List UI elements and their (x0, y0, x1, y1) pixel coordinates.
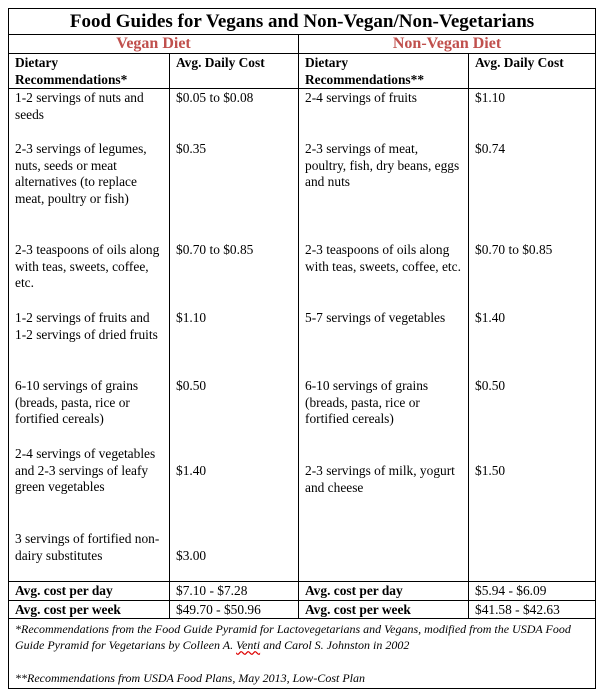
vegan-rec-header: Dietary Recommendations* (9, 54, 170, 89)
nonvegan-rec-cell: 2-4 servings of fruits (299, 89, 469, 141)
nonvegan-per-day-value: $5.94 - $6.09 (469, 582, 596, 601)
nonvegan-cost-cell: $1.10 (469, 89, 596, 141)
footnote-1 (15, 621, 589, 653)
vegan-cost-cell: $0.70 to $0.85 (170, 241, 299, 309)
table-row (9, 445, 596, 530)
footnote-row (9, 619, 596, 689)
per-week-row (9, 600, 596, 619)
nonvegan-cost-cell: $0.50 (469, 377, 596, 445)
table-row (9, 89, 596, 141)
nonvegan-per-week-label: Avg. cost per week (299, 600, 469, 619)
vegan-cost-cell: $1.40 (170, 445, 299, 530)
column-header-row (9, 54, 596, 89)
food-guide-table-container (8, 8, 595, 689)
food-guide-table (8, 8, 596, 689)
vegan-cost-cell: $3.00 (170, 530, 299, 582)
nonvegan-cost-cell: $0.70 to $0.85 (469, 241, 596, 309)
nonvegan-rec-cell: 6-10 servings of grains (breads, pasta, rice or fortified cereals) (299, 377, 469, 445)
footnote-2: **Recommendations from USDA Food Plans, May 2013, Low-Cost Plan (15, 671, 365, 686)
nonvegan-cost-cell (469, 530, 596, 582)
nonvegan-rec-header: Dietary Recommendations** (299, 54, 469, 89)
nonvegan-cost-cell: $0.74 (469, 140, 596, 241)
vegan-rec-cell: 6-10 servings of grains (breads, pasta, rice or fortified cereals) (9, 377, 170, 445)
nonvegan-heading: Non-Vegan Diet (299, 35, 596, 54)
nonvegan-rec-cell: 5-7 servings of vegetables (299, 309, 469, 377)
vegan-rec-cell: 2-3 teaspoons of oils along with teas, sweets, coffee, etc. (9, 241, 170, 309)
vegan-rec-cell: 3 servings of fortified non-dairy substitutes (9, 530, 170, 582)
vegan-per-week-value: $49.70 - $50.96 (170, 600, 299, 619)
nonvegan-rec-cell: 2-3 teaspoons of oils along with teas, sweets, coffee, etc. (299, 241, 469, 309)
footnote-1-text-end: and Carol S. Johnston in 2002 (260, 638, 410, 653)
title-row (9, 9, 596, 35)
footnote-spacer (15, 653, 589, 670)
vegan-rec-cell: 2-3 servings of legumes, nuts, seeds or meat alternatives (to replace meat, poultry or fish) (9, 140, 170, 241)
vegan-rec-cell: 2-4 servings of vegetables and 2-3 servings of leafy green vegetables (9, 445, 170, 530)
nonvegan-cost-cell: $1.40 (469, 309, 596, 377)
nonvegan-rec-cell (299, 530, 469, 582)
table-row (9, 377, 596, 445)
vegan-per-day-label: Avg. cost per day (9, 582, 170, 601)
table-row (9, 309, 596, 377)
nonvegan-cost-header: Avg. Daily Cost (469, 54, 596, 89)
vegan-rec-cell: 1-2 servings of nuts and seeds (9, 89, 170, 141)
nonvegan-rec-cell: 2-3 servings of milk, yogurt and cheese (299, 445, 469, 530)
per-day-row (9, 582, 596, 601)
vegan-cost-header: Avg. Daily Cost (170, 54, 299, 89)
footnote-1-name: Venti (236, 638, 261, 653)
vegan-cost-cell: $1.10 (170, 309, 299, 377)
vegan-rec-cell: 1-2 servings of fruits and 1-2 servings of dried fruits (9, 309, 170, 377)
nonvegan-rec-cell: 2-3 servings of meat, poultry, fish, dry beans, eggs and nuts (299, 140, 469, 241)
diet-heading-row (9, 35, 596, 54)
table-title: Food Guides for Vegans and Non-Vegan/Non-Vegetarians (9, 9, 596, 35)
table-row (9, 241, 596, 309)
vegan-cost-cell: $0.05 to $0.08 (170, 89, 299, 141)
vegan-per-week-label: Avg. cost per week (9, 600, 170, 619)
vegan-heading: Vegan Diet (9, 35, 299, 54)
table-row (9, 140, 596, 241)
footnote-1-text: *Recommendations from the Food Guide Pyramid for Lactovegetarians and Vegans, modified from the USDA Food Guide Pyramid for Vegetarians by Colleen A. (15, 622, 571, 653)
footnotes (9, 619, 596, 689)
nonvegan-per-day-label: Avg. cost per day (299, 582, 469, 601)
nonvegan-cost-cell: $1.50 (469, 445, 596, 530)
nonvegan-per-week-value: $41.58 - $42.63 (469, 600, 596, 619)
vegan-cost-cell: $0.50 (170, 377, 299, 445)
vegan-per-day-value: $7.10 - $7.28 (170, 582, 299, 601)
vegan-cost-cell: $0.35 (170, 140, 299, 241)
table-row (9, 530, 596, 582)
